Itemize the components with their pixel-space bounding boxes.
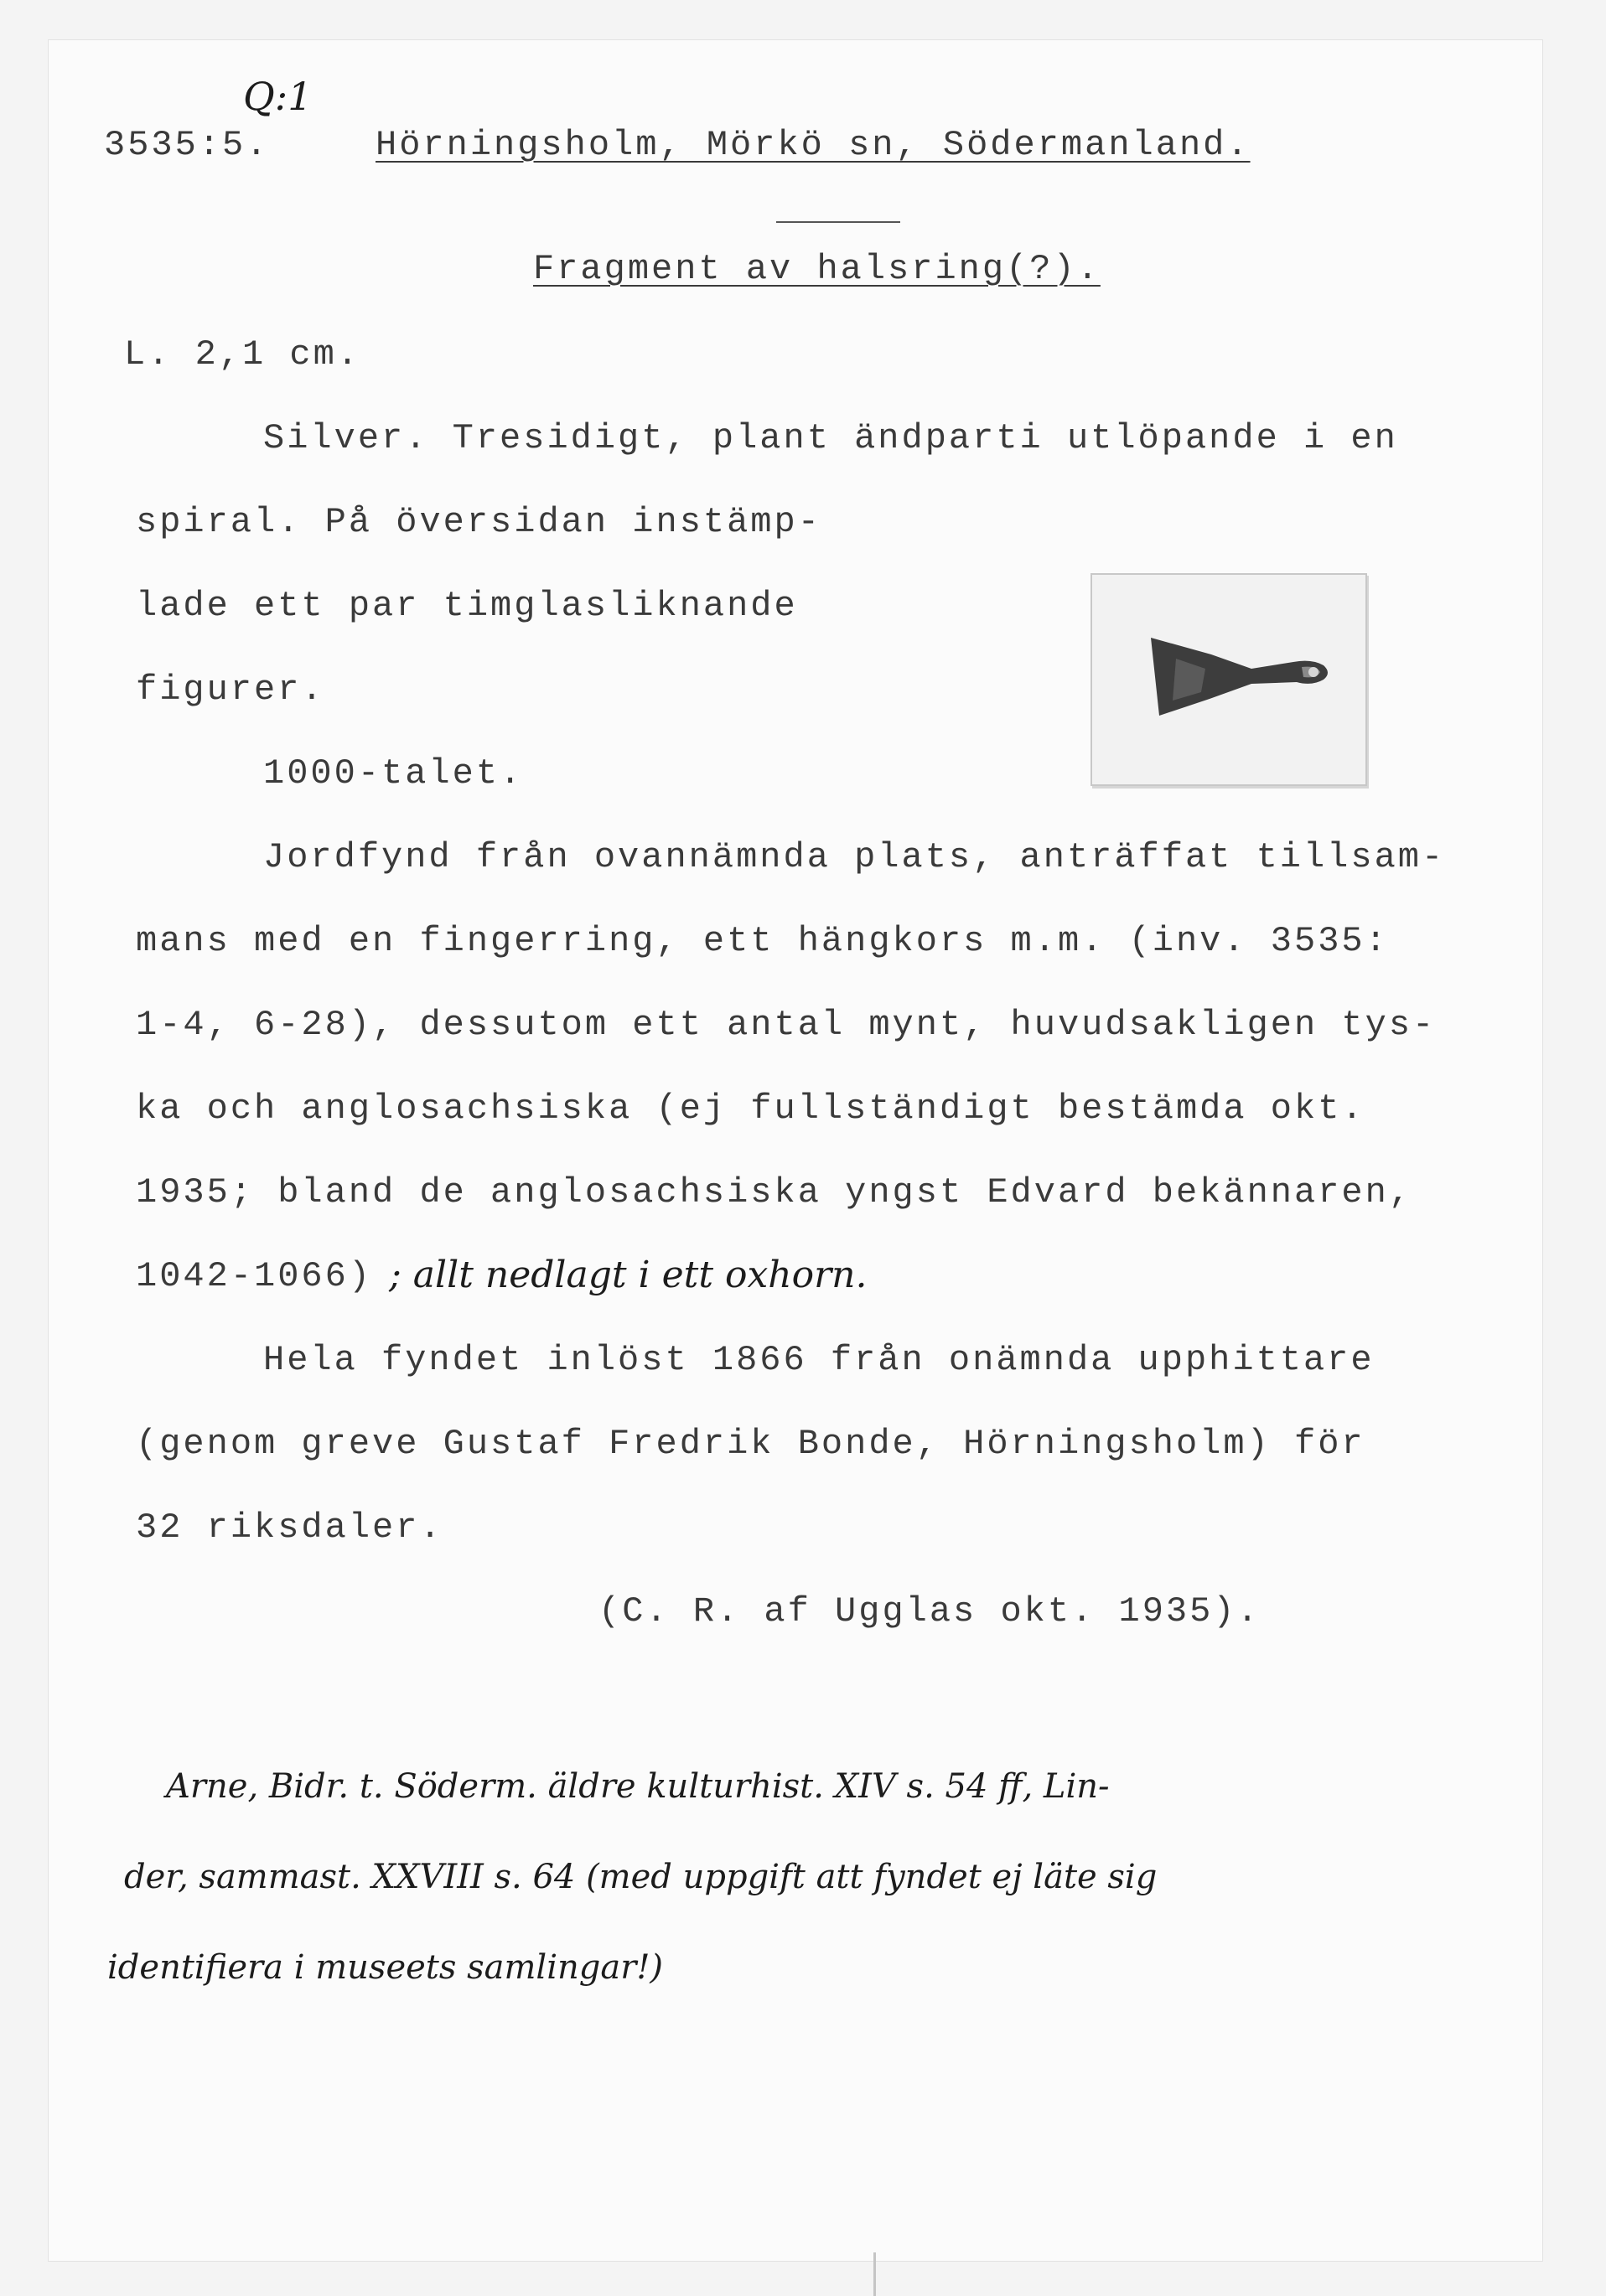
find-line: 1-4, 6-28), dessutom ett antal mynt, huvudsakligen tys- [136, 1005, 1437, 1045]
description-line: Silver. Tresidigt, plant ändparti utlöpande i en [263, 418, 1398, 458]
description-line: lade ett par timglasliknande [136, 586, 798, 626]
description-line: spiral. På översidan instämp- [136, 502, 821, 542]
handwritten-note-line: Arne, Bidr. t. Söderm. äldre kulturhist. XIV s. 54 ff, Lin- [166, 1767, 1110, 1806]
inventory-number: 3535:5. [104, 125, 270, 165]
location: Hörningsholm, Mörkö sn, Södermanland. [376, 125, 1251, 165]
handwritten-code: Q:1 [243, 74, 313, 119]
pendant-fragment-photo [1092, 575, 1362, 781]
length: L. 2,1 cm. [124, 334, 361, 375]
fold-mark [873, 2252, 876, 2296]
header-rule [776, 221, 900, 223]
author: (C. R. af Ugglas okt. 1935). [598, 1591, 1261, 1632]
acquisition-line: Hela fyndet inlöst 1866 från onämnda upphittare [263, 1340, 1375, 1380]
catalog-card [49, 40, 1542, 2261]
object-title: Fragment av halsring(?). [533, 249, 1101, 289]
find-line: 1935; bland de anglosachsiska yngst Edvard bekännaren, [136, 1172, 1413, 1213]
find-line: Jordfynd från ovannämnda plats, anträffat tillsam- [263, 837, 1446, 877]
handwritten-note-line: identifiera i museets samlingar!) [107, 1948, 664, 1987]
acquisition-line: (genom greve Gustaf Fredrik Bonde, Hörningsholm) för [136, 1424, 1365, 1464]
find-line: mans med en fingerring, ett hängkors m.m. (inv. 3535: [136, 921, 1389, 961]
description-line: figurer. [136, 670, 325, 710]
find-handwritten-tail: ; allt nedlagt i ett oxhorn. [389, 1254, 868, 1296]
find-line: 1042-1066) [136, 1256, 373, 1296]
object-photo [1091, 573, 1367, 786]
dating: 1000-talet. [263, 753, 524, 794]
find-line: ka och anglosachsiska (ej fullständigt bestämda okt. [136, 1089, 1365, 1129]
acquisition-line: 32 riksdaler. [136, 1507, 443, 1548]
handwritten-note-line: der, sammast. XXVIII s. 64 (med uppgift att fyndet ej läte sig [124, 1858, 1158, 1896]
